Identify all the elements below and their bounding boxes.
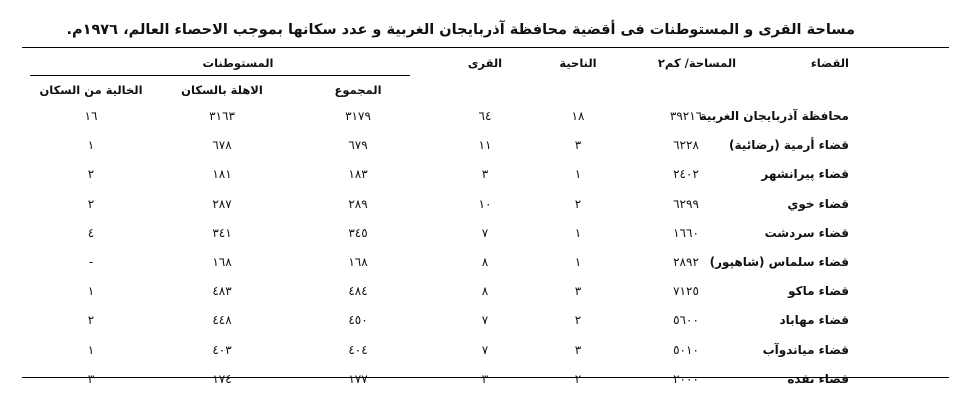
row-inhabited-cell: ٤٨٣ [212, 284, 232, 298]
row-sub-cell: ٢ [574, 372, 582, 386]
row-district-name: قضاء ماكو [788, 284, 849, 298]
row-area-cell: ٢٤٠٢ [673, 167, 699, 181]
row-total-cell: ٤٥٠ [348, 313, 368, 327]
row-total-cell: ١٦٨ [348, 255, 368, 269]
row-empty-cell: ٢ [87, 197, 95, 211]
row-area-cell: ٧١٢٥ [673, 284, 699, 298]
row-empty-cell: ١ [87, 138, 95, 152]
row-area-cell: ٣٩٢١٦ [669, 109, 703, 123]
header-area: المساحة/ كم٢ [657, 56, 737, 70]
row-sub-cell: ٢ [574, 313, 582, 327]
row-sub-cell: ١ [574, 255, 582, 269]
row-total-cell: ٤٨٤ [348, 284, 368, 298]
row-total-cell: ١٧٧ [348, 372, 368, 386]
row-district-name: قضاء نقده [787, 372, 849, 386]
settlements-underline [30, 75, 410, 76]
row-inhabited-cell: ٣١٦٣ [209, 109, 235, 123]
row-district-name: قضاء سلماس (شاهپور) [709, 255, 849, 269]
row-empty-cell: ٣ [87, 372, 95, 386]
row-inhabited-cell: ٢٨٧ [212, 197, 232, 211]
row-villages-cell: ١٠ [478, 197, 492, 211]
row-inhabited-cell: ٤٤٨ [212, 313, 232, 327]
row-villages-cell: ٣ [481, 372, 489, 386]
row-sub-cell: ٣ [574, 138, 582, 152]
row-district-name: محافظة آذربايجان الغربية [699, 109, 849, 123]
row-sub-cell: ١٨ [571, 109, 585, 123]
row-sub-cell: ١ [574, 167, 582, 181]
row-area-cell: ٦٢٢٨ [673, 138, 699, 152]
row-villages-cell: ٧ [481, 343, 489, 357]
row-villages-cell: ٧ [481, 226, 489, 240]
header-empty: الخالية من السكان [39, 83, 143, 97]
row-inhabited-cell: ٤٠٣ [212, 343, 232, 357]
row-district-name: قضاء أرمية (رضائية) [729, 138, 849, 152]
row-inhabited-cell: ٦٧٨ [212, 138, 232, 152]
header-district: القضاء [810, 56, 849, 70]
row-inhabited-cell: ١٧٤ [212, 372, 232, 386]
row-inhabited-cell: ١٨١ [212, 167, 232, 181]
row-empty-cell: - [88, 255, 94, 269]
top-rule [22, 47, 949, 48]
row-district-name: قضاء مياندوآب [762, 343, 849, 357]
row-total-cell: ٢٨٩ [348, 197, 368, 211]
row-district-name: قضاء خوي [787, 197, 849, 211]
row-district-name: قضاء پيرانشهر [761, 167, 849, 181]
row-empty-cell: ٤ [87, 226, 95, 240]
row-villages-cell: ٦٤ [478, 109, 492, 123]
row-area-cell: ١٦٦٠ [673, 226, 699, 240]
row-empty-cell: ١ [87, 284, 95, 298]
row-total-cell: ٦٧٩ [348, 138, 368, 152]
row-area-cell: ٢٠٠٠ [673, 372, 699, 386]
header-total: المجموع [334, 83, 382, 97]
header-subdistrict: الناحية [559, 56, 597, 70]
row-empty-cell: ١ [87, 343, 95, 357]
row-total-cell: ١٨٣ [348, 167, 368, 181]
row-empty-cell: ١٦ [84, 109, 98, 123]
row-area-cell: ٥٦٠٠ [673, 313, 699, 327]
row-villages-cell: ٨ [481, 255, 489, 269]
row-total-cell: ٣١٧٩ [345, 109, 371, 123]
row-inhabited-cell: ١٦٨ [212, 255, 232, 269]
row-area-cell: ٥٠١٠ [673, 343, 699, 357]
header-villages: القرى [467, 56, 503, 70]
row-sub-cell: ٣ [574, 343, 582, 357]
row-empty-cell: ٢ [87, 313, 95, 327]
row-villages-cell: ٧ [481, 313, 489, 327]
row-empty-cell: ٢ [87, 167, 95, 181]
row-district-name: قضاء مهاباد [779, 313, 849, 327]
row-sub-cell: ٢ [574, 197, 582, 211]
header-settlements: المستوطنات [202, 56, 274, 70]
row-sub-cell: ٣ [574, 284, 582, 298]
row-district-name: قضاء سردشت [764, 226, 849, 240]
row-villages-cell: ١١ [478, 138, 492, 152]
row-area-cell: ٢٨٩٢ [673, 255, 699, 269]
table-title: مساحة القرى و المستوطنات فى أقضية محافظة آذربايجان الغربية و عدد سكانها بموجب الاحصاء العالم، ١٩٧٦م. [66, 22, 855, 38]
bottom-rule [22, 377, 949, 378]
row-area-cell: ٦٢٩٩ [673, 197, 699, 211]
row-inhabited-cell: ٣٤١ [212, 226, 232, 240]
row-villages-cell: ٨ [481, 284, 489, 298]
row-total-cell: ٤٠٤ [348, 343, 368, 357]
row-villages-cell: ٣ [481, 167, 489, 181]
row-sub-cell: ١ [574, 226, 582, 240]
row-total-cell: ٣٤٥ [348, 226, 368, 240]
header-inhabited: الاهلة بالسكان [181, 83, 263, 97]
